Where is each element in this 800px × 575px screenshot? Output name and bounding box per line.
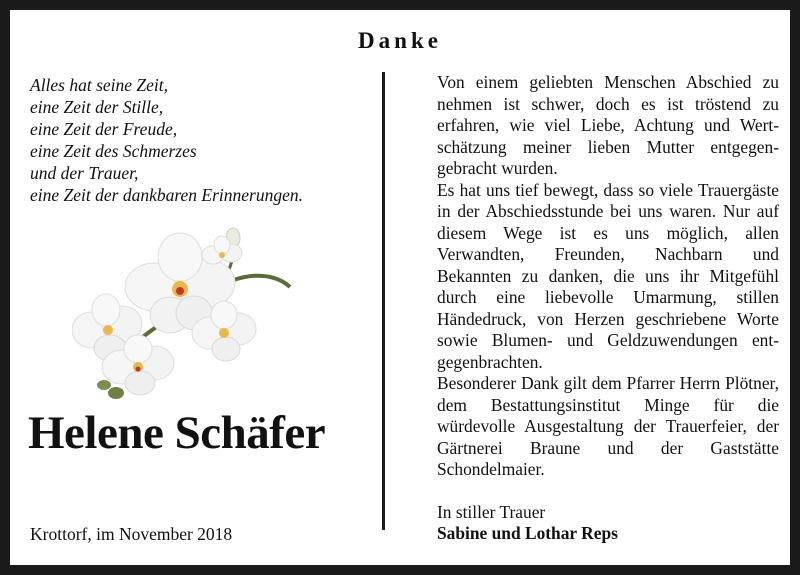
poem-line: Alles hat seine Zeit, [30,75,169,95]
orchid-flower-icon [72,225,292,405]
poem [30,74,360,206]
place-date: Krottorf, im November 2018 [30,524,233,544]
closing-line: In stiller Trauer [437,501,546,522]
paragraph: Von einem geliebten Menschen Abschied zu nehmen ist schwer, doch es ist tröstend zu erfahren, wie viel Liebe, Achtung und Wertschätzung meiner lieben Mutter entgegengebracht wurden. [437,72,779,178]
poem-line: und der Trauer, [30,163,139,183]
poem-line: eine Zeit der dankbaren Erinnerungen. [30,185,303,205]
poem-line: eine Zeit der Stille, [30,97,164,117]
divider [382,72,385,530]
poem-line: eine Zeit des Schmerzes [30,141,197,161]
notice-title: Danke [358,28,442,53]
paragraph: Es hat uns tief bewegt, dass so viele Trauergäste in der Abschiedsstunde bei uns waren. Nur auf diesem Wege ist es uns möglich, allen Verwandten, Freunden, Nachbarn und Bekannten zu danken, die uns ihr Mitgefühl durch eine liebevolle Umarmung, stillen Händedruck, von Herzen geschriebene Worte sowie Blumen- und Geldzuwendungen entgegenbrachten. [437,179,779,372]
signature-block [437,502,779,545]
deceased-name: Helene Schäfer [28,407,326,459]
thank-you-text [437,72,779,545]
poem-line: eine Zeit der Freude, [30,119,178,139]
paragraph: Besonderer Dank gilt dem Pfarrer Herrn Plötner, dem Bestattungsinstitut Minge für die würdevolle Ausgestaltung der Trauerfeier, der Gärtnerei Braune und der Gaststätte Schondelmaier. [437,373,779,479]
signers: Sabine und Lothar Reps [437,523,618,543]
